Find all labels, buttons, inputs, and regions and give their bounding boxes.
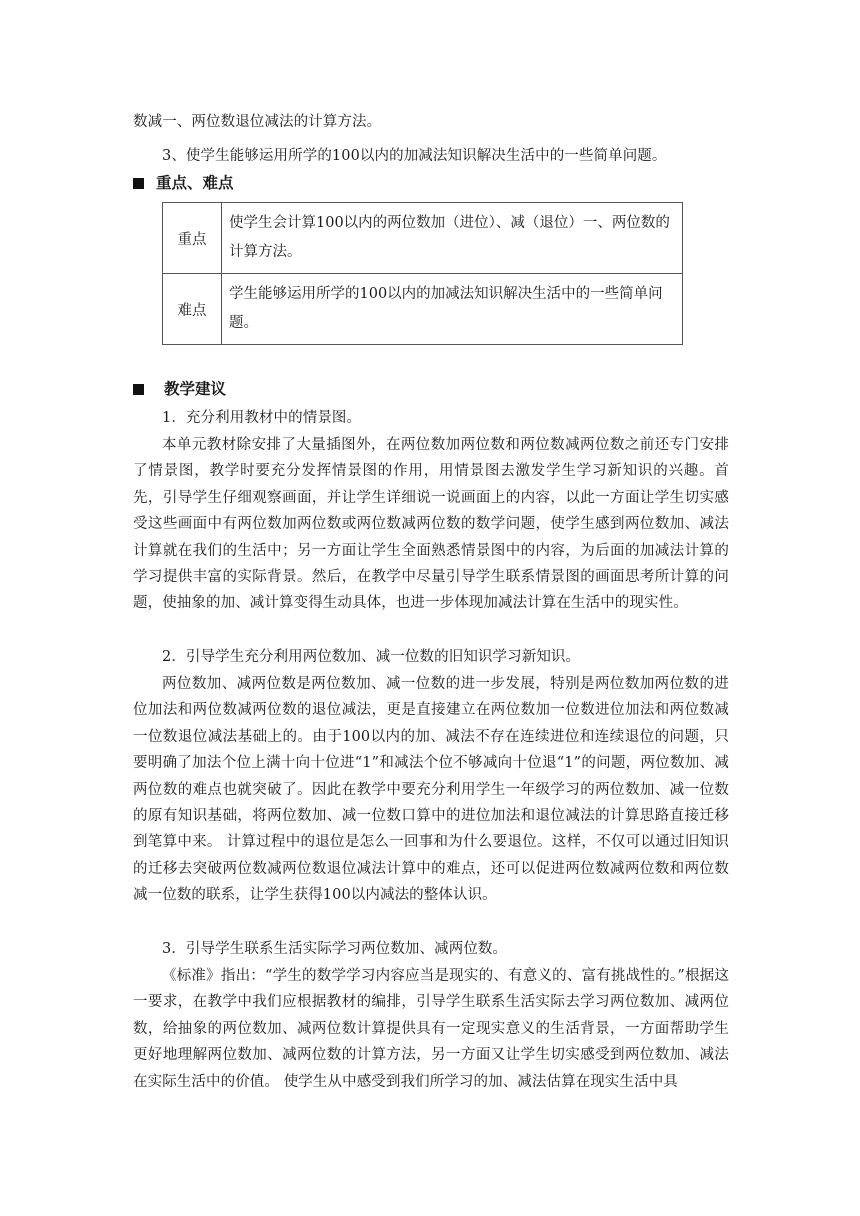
difficulty-label: 难点 (163, 274, 222, 345)
difficulty-content: 学生能够运用所学的100以内的加减法知识解决生活中的一些简单问题。 (222, 274, 683, 345)
key-points-heading (133, 172, 234, 194)
black-square-bullet-icon (133, 384, 144, 395)
suggestion-3-title: 3．引导学生联系生活实际学习两位数加、减两位数。 (162, 941, 508, 957)
key-point-content: 使学生会计算100以内的两位数加（进位）、减（退位）一、两位数的计算方法。 (222, 203, 683, 274)
suggestions-heading-text: 教学建议 (164, 380, 227, 398)
suggestion-1-body: 本单元教材除安排了大量插图外，在两位数加两位数和两位数减两位数之前还专门安排了情景图，教学时要充分发挥情景图的作用，用情景图去激发学生学习新知识的兴趣。首先，引导学生仔细观察画面，并让学生详细说一说画面上的内容，以此一方面让学生切实感受这些画面中有两位数加两位数或两位数减两位数的数学问题，使学生感到两位数加、减法计算就在我们的生活中；另一方面让学生全面熟悉情景图中的内容，为后面的加减法计算的学习提供丰富的实际背景。然后，在教学中尽量引导学生联系情景图的画面思考所计算的问题，使抽象的加、减计算变得生动具体，也进一步体现加减法计算在生活中的现实性。 (133, 437, 729, 612)
suggestion-2-title: 2．引导学生充分利用两位数加、减一位数的旧知识学习新知识。 (162, 649, 581, 665)
key-points-table (162, 202, 683, 345)
goal-3-paragraph: 3、使学生能够运用所学的100以内的加减法知识解决生活中的一些简单问题。 (162, 148, 667, 164)
intro-continuation-line: 数减一、两位数退位减法的计算方法。 (133, 114, 382, 130)
suggestion-3-body: 《标准》指出：“学生的数学学习内容应当是现实的、有意义的、富有挑战性的。”根据这一要求，在教学中我们应根据教材的编排，引导学生联系生活实际去学习两位数加、减两位数，给抽象的两位数加、减两位数计算提供具有一定现实意义的生活背景，一方面帮助学生更好地理解两位数加、减两位数的计算方法，另一方面又让学生切实感受到两位数加、减法在实际生活中的价值。 使学生从中感受到我们所学习的加、减法估算在现实生活中具 (133, 968, 729, 1090)
key-point-label: 重点 (163, 203, 222, 274)
table-row (163, 274, 683, 345)
key-points-heading-text: 重点、难点 (156, 174, 234, 192)
suggestions-heading (133, 378, 226, 400)
black-square-bullet-icon (133, 178, 144, 189)
suggestion-2-body: 两位数加、减两位数是两位数加、减一位数的进一步发展，特别是两位数加两位数的进位加法和两位数减两位数的退位减法，更是直接建立在两位数加一位数进位加法和两位数减一位数退位减法基础上的。由于100以内的加、减法不存在连续进位和连续退位的问题，只要明确了加法个位上满十向十位进“1”和减法个位不够减向十位退“1”的问题，两位数加、减两位数的难点也就突破了。因此在教学中要充分利用学生一年级学习的两位数加、减一位数的原有知识基础，将两位数加、减一位数口算中的进位加法和退位减法的计算思路直接迁移到笔算中来。 计算过程中的退位是怎么一回事和为什么要退位。这样，不仅可以通过旧知识的迁移去突破两位数减两位数退位减法计算中的难点，还可以促进两位数减两位数和两位数减一位数的联系，让学生获得100以内减法的整体认识。 (133, 676, 729, 904)
table-row (163, 203, 683, 274)
suggestion-1-title: 1．充分利用教材中的情景图。 (162, 410, 362, 426)
